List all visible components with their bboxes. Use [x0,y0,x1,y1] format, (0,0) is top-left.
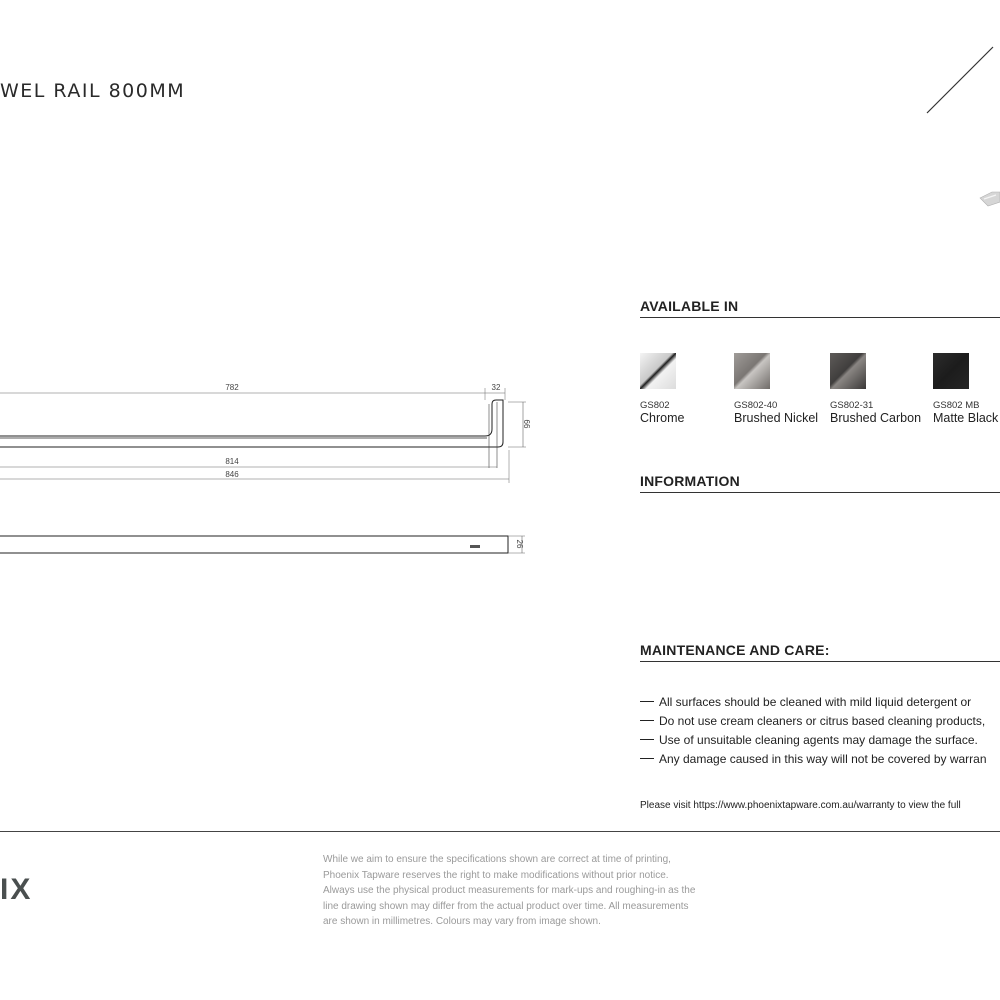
dash-icon [640,758,654,759]
disclaimer-line: While we aim to ensure the specifications shown are correct at time of printing, [323,854,671,865]
finish-brushed-carbon [830,353,866,394]
information-rule [640,492,1000,493]
finish-name-chrome: Chrome [640,411,685,425]
finish-code-brushed-carbon: GS802-31 [830,400,874,411]
dim-782: 782 [225,383,239,392]
disclaimer-line: Phoenix Tapware reserves the right to make modifications without prior notice. [323,869,669,881]
product-rail-line [927,47,993,113]
available-in-rule [640,317,1000,318]
product-title: WEL RAIL 800MM [0,80,186,102]
warranty-text: Please visit https://www.phoenixtapware.com.au/warranty to view the full [640,800,961,811]
footer-rule [0,831,1000,832]
dimension-drawing [0,380,540,560]
dim-26: 26 [515,539,524,549]
care-item-text: All surfaces should be cleaned with mild liquid detergent or [659,695,972,709]
finish-code-brushed-nickel: GS802-40 [734,400,778,411]
information-heading: INFORMATION [640,473,740,489]
disclaimer-line: Always use the physical product measurements for mark-ups and roughing-in as the [323,885,696,896]
care-item-text: Use of unsuitable cleaning agents may damage the surface. [659,733,978,747]
maintenance-heading: MAINTENANCE AND CARE: [640,642,830,658]
disclaimer-line: line drawing shown may differ from the actual product over time. All measurements [323,900,689,912]
brushed-carbon-swatch [830,353,866,389]
product-image [900,30,1000,220]
care-list [640,693,987,769]
finish-name-brushed-carbon: Brushed Carbon [830,411,922,425]
disclaimer [323,852,763,930]
available-in-heading: AVAILABLE IN [640,298,739,314]
dim-846: 846 [225,470,239,479]
finish-matte-black [933,353,969,394]
care-item-text: Do not use cream cleaners or citrus based cleaning products, [659,714,986,728]
finish-name-brushed-nickel: Brushed Nickel [734,411,819,425]
dash-icon [640,701,654,702]
finish-code-matte-black: GS802 MB [933,400,980,411]
dash-icon [640,739,654,740]
dim-32: 32 [491,383,501,392]
chrome-swatch [640,353,676,389]
care-item [640,693,987,712]
care-item [640,712,987,731]
product-bracket-image [980,192,1000,206]
brand-logo: IX [0,873,33,906]
rail-top-view [0,400,503,447]
dash-icon [640,720,654,721]
dim-814: 814 [225,457,239,466]
finish-name-matte-black: Matte Black [933,411,999,425]
finish-chrome [640,353,676,394]
matte-black-swatch [933,353,969,389]
finish-brushed-nickel [734,353,770,394]
care-item [640,750,987,769]
rail-side-view [0,536,508,553]
care-item-text: Any damage caused in this way will not be covered by warran [659,752,987,766]
care-item [640,731,987,750]
disclaimer-line: are shown in millimetres. Colours may vary from image shown. [323,916,601,927]
brushed-nickel-swatch [734,353,770,389]
dim-66: 66 [522,419,531,429]
finish-code-chrome: GS802 [640,400,670,411]
maintenance-rule [640,661,1000,662]
